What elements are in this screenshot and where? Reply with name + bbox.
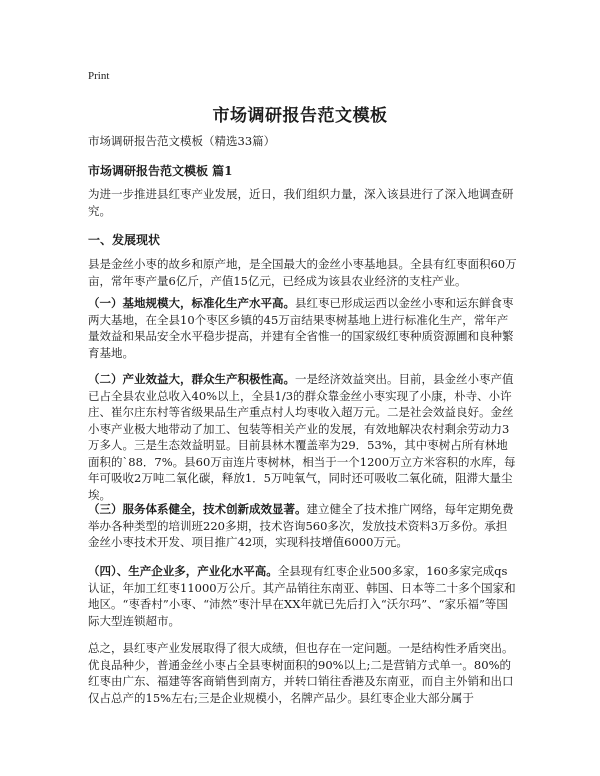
item-2-text: 一是经济效益突出。目前，县金丝小枣产值已占全县农业总收入40%以上，全县1/3的群众靠金丝小枣实现了小康，朴寺、小许庄、崔尔庄东村等省级果品生产重点村人均枣收入超万元。二是社会效益良好。金丝小枣产业极大地带动了加工、包装等相关产业的发展，有效地解决农村剩余劳动力3万多人。三是生态效益明显。目前县林木覆盖率为29．53%，其中枣树占所有林地面积的`88．7%。县60万亩连片枣树林，相当于一个1200万立方米容积的水库，每年可吸收2万吨二氧化碳，释放1．5万吨氧气，同时还可吸收二氧化硫，阻滞大量尘埃。	[88, 372, 516, 502]
document-title: 市场调研报告范文模板	[212, 106, 388, 126]
intro-text: 为进一步推进县红枣产业发展，近日，我们组织力量，深入该县进行了深入地调查研究。	[88, 187, 514, 218]
item-1-lead: （一）基地规模大，标准化生产水平高。	[88, 296, 295, 310]
item-4-text: 全县现有红枣企业500多家，160多家完成qs认证，年加工红枣11000万公斤。其产品销往东南亚、韩国、日本等二十多个国家和地区。“枣香村”小枣、“沛然”枣汁早在XX年就已先后打入“沃尔玛”、“家乐福”等国际大型连锁超市。	[88, 564, 516, 628]
section-title: 市场调研报告范文模板 篇1	[88, 164, 233, 178]
item-4-lead: （四）、生产企业多，产业化水平高。	[88, 564, 278, 578]
summary-text: 总之，县红枣产业发展取得了很大成绩，但也存在一定问题。一是结构性矛盾突出。优良品种少，普通金丝小枣占全县枣树面积的90%以上;二是营销方式单一。80%的红枣由广东、福建等客商销售到南方，并转口销往香港及东南亚，而自主外销和出口仅占总产的15%左右;三是企业规模小，名牌产品少。县红枣企业大部分属于	[88, 641, 514, 705]
heading-1: 一、发展现状	[88, 233, 161, 247]
print-label[interactable]: Print	[88, 70, 110, 82]
summary-paragraph	[88, 640, 518, 706]
item-1-text: 县红枣已形成运西以金丝小枣和运东鲜食枣两大基地，在全县10个枣区乡镇的45万亩结果枣树基地上进行标准化生产，常年产量效益和果品安全水平稳步提高，并建有全省惟一的国家级红枣种质资源圃和良种繁育基地。	[88, 296, 514, 360]
document-subtitle: 市场调研报告范文模板（精选33篇）	[88, 134, 276, 148]
item-2-lead: （二）产业效益大，群众生产积极性高。	[88, 372, 295, 386]
intro-paragraph	[88, 186, 518, 219]
item-1	[88, 295, 518, 361]
item-4	[88, 563, 518, 629]
heading-development-status	[88, 232, 518, 249]
item-3-text: 建立健全了技术推广网络，每年定期免费举办各种类型的培训班220多期，技术咨询560多次，发放技术资料3万多份。承担金丝小枣技术开发、项目推广42项，实现科技增值6000万元。	[88, 502, 514, 549]
paragraph-1-text: 县是金丝小枣的故乡和原产地，是全国最大的金丝小枣基地县。全县有红枣面积60万亩，常年枣产量6亿斤，产值15亿元，已经成为该县农业经济的支柱产业。	[88, 257, 517, 288]
paragraph-1	[88, 256, 518, 289]
item-2	[88, 371, 518, 503]
item-3	[88, 501, 518, 551]
item-3-lead: （三）服务体系健全，技术创新成效显著。	[88, 502, 307, 516]
